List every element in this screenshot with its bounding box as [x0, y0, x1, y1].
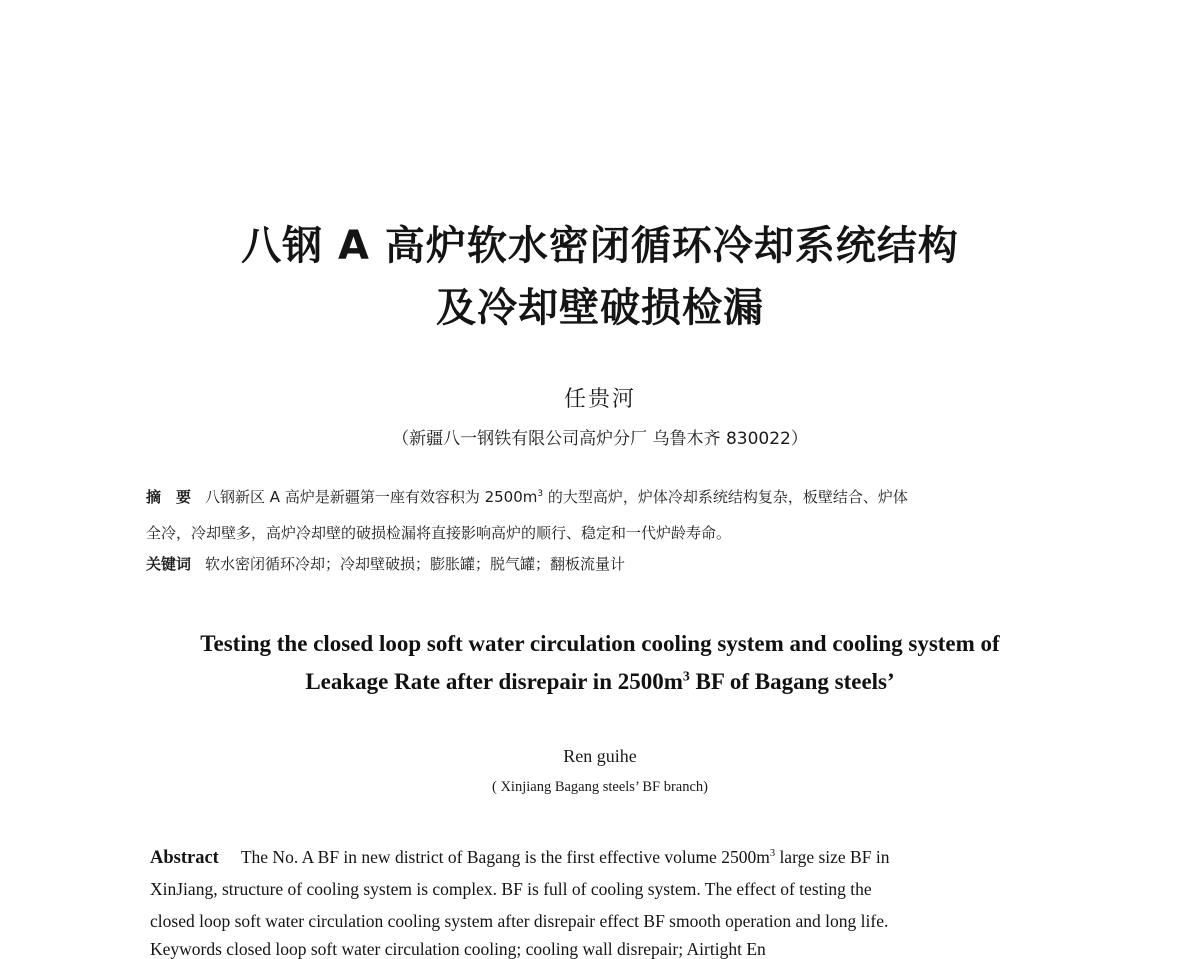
en-title-line2: [0, 670, 1200, 693]
cn-keywords-text: 软水密闭循环冷却；冷却壁破损；膨胀罐；脱气罐；翻板流量计: [205, 555, 626, 573]
en-abstract-sup: 3: [769, 848, 776, 860]
en-abstract-line1: [150, 849, 1040, 868]
en-abstract-label: Abstract: [150, 848, 219, 868]
en-abstract-text-1b: large size BF in: [775, 847, 890, 867]
en-title-sup: 3: [682, 668, 690, 684]
cn-abstract-text-1b: 的大型高炉，炉体冷却系统结构复杂，板壁结合、炉体: [543, 488, 908, 506]
en-title-text-a: Leakage Rate after disrepair in 2500m: [305, 669, 683, 694]
cn-abstract-line1: [146, 490, 1046, 505]
en-title-line1: Testing the closed loop soft water circulation cooling system and cooling system of: [200, 631, 1000, 656]
en-abstract-line2: XinJiang, structure of cooling system is complex. BF is full of cooling system. The effect of testing the: [150, 879, 872, 899]
cn-keywords-label: 关键词: [146, 555, 192, 573]
cn-abstract-label: 摘 要: [146, 488, 192, 506]
cn-abstract-text-1a: 八钢新区 A 高炉是新疆第一座有效容积为 2500m: [205, 488, 538, 506]
en-abstract-text-1a: The No. A BF in new district of Bagang is the first effective volume 2500m: [240, 847, 770, 867]
en-abstract-line4-partial: Keywords closed loop soft water circulation cooling; cooling wall disrepair; Airtight En: [150, 939, 766, 959]
cn-title-line2: 及冷却壁破损检漏: [436, 285, 764, 331]
cn-abstract-sup: 3: [537, 489, 544, 499]
cn-affiliation: （新疆八一钢铁有限公司高炉分厂 乌鲁木齐 830022）: [392, 429, 808, 449]
cn-title-line1: 八钢 A 高炉软水密闭循环冷却系统结构: [241, 223, 959, 269]
cn-abstract-line2: 全冷，冷却壁多，高炉冷却壁的破损检漏将直接影响高炉的顺行、稳定和一代炉龄寿命。: [146, 524, 732, 542]
cn-keywords-line: [146, 557, 1046, 572]
en-title-text-b: BF of Bagang steels’: [689, 669, 895, 694]
en-author: Ren guihe: [563, 746, 637, 766]
cn-author: 任贵河: [563, 387, 636, 412]
en-affiliation: ( Xinjiang Bagang steels’ BF branch): [492, 779, 708, 795]
en-abstract-line3: closed loop soft water circulation cooling system after disrepair effect BF smooth operation and long life.: [150, 911, 889, 931]
